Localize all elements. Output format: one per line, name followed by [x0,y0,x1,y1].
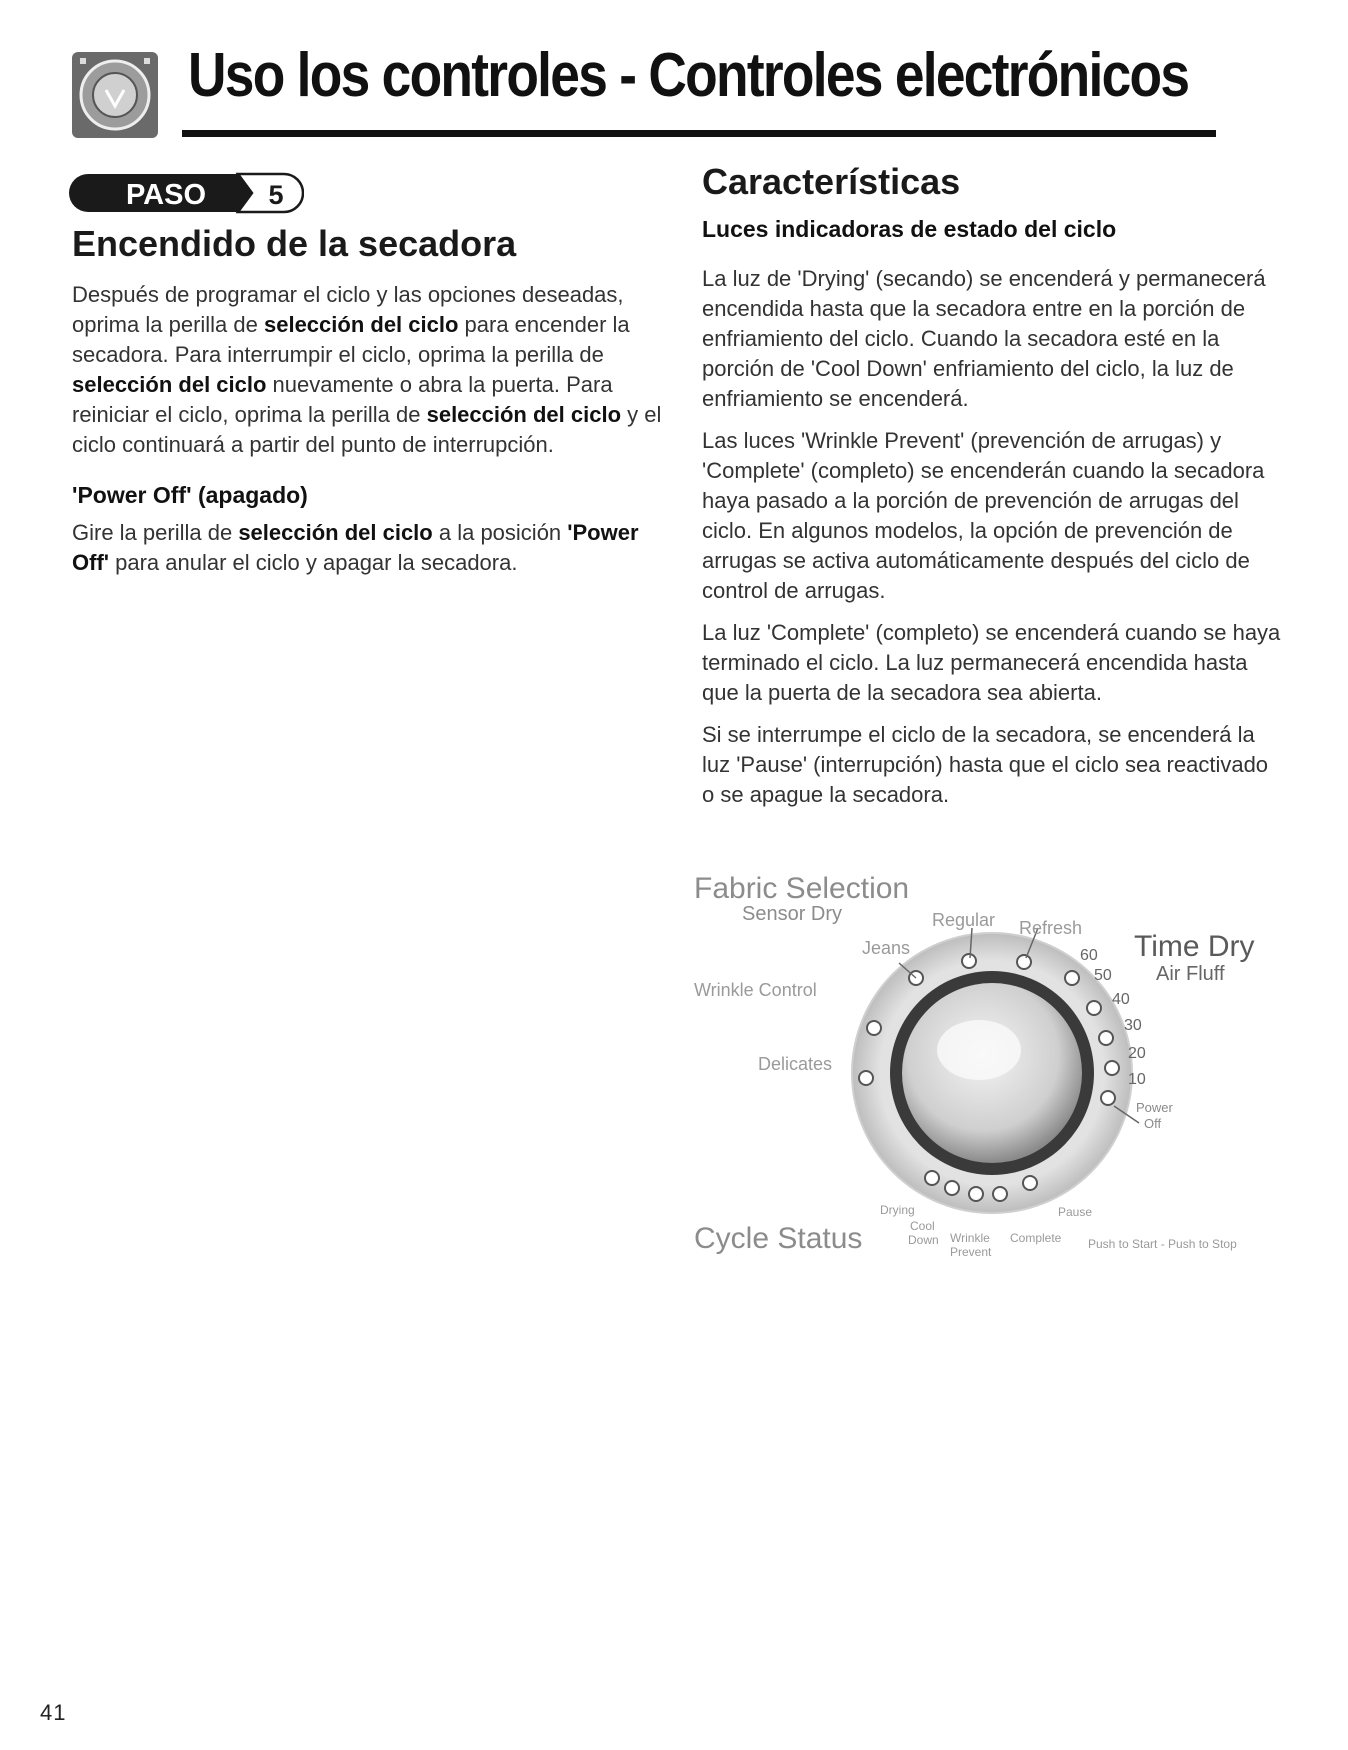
step-label: PASO [125,179,207,211]
cycle-status-label: Cycle Status [694,1222,863,1255]
paragraph-pause: Si se interrumpe el ciclo de la secadora, se encenderá la luz 'Pause' (interrupción) hasta que el ciclo sea reactivado o se apague la secadora. [702,722,1269,807]
control-panel-illustration [694,868,1274,1268]
time-dry-label: Time Dry [1134,930,1255,963]
page-number: 41 [40,1700,67,1725]
section-title-encendido: Encendido de la secadora [72,223,517,264]
right-column [702,160,1282,822]
time-60-label: 60 [1080,947,1098,964]
time-20-label: 20 [1128,1045,1146,1062]
time-40-label: 40 [1112,991,1130,1008]
text-run: y el ciclo continuará a partir del punto de interrupción. [72,402,662,457]
text-run: selección del ciclo [238,520,433,545]
title-rule [182,130,1216,137]
text-run: para anular el ciclo y apagar la secadora. [109,550,518,575]
paragraph-complete: La luz 'Complete' (completo) se encenderá cuando se haya terminado el ciclo. La luz permanecerá encendida hasta que la puerta de la secadora sea abierta. [702,620,1281,705]
drying-label: Drying [880,1203,915,1217]
text-run: Después de programar el ciclo y las opciones deseadas, oprima la perilla de [72,282,624,337]
time-10-label: 10 [1128,1071,1146,1088]
text-run: nuevamente o abra la puerta. Para reiniciar el ciclo, oprima la perilla de [72,372,613,427]
text-run: 'Power Off' [72,520,639,575]
pause-label: Pause [1058,1205,1093,1219]
complete-label: Complete [1010,1231,1062,1245]
subhead-power-off: 'Power Off' (apagado) [72,482,308,508]
prevent-label: Prevent [950,1245,992,1259]
text-run: Gire la perilla de [72,520,239,545]
refresh-label: Refresh [1019,918,1083,938]
text-run: selección del ciclo [263,312,459,337]
text-run: selección del ciclo [72,372,267,397]
text-run: a la posición [432,520,568,545]
off-label: Off [1144,1116,1162,1131]
down-label: Down [908,1233,939,1247]
section-title-caracteristicas: Características [702,161,961,202]
paragraph-encendido [72,280,672,460]
left-column [72,222,672,594]
step-badge [68,172,304,214]
page-title: Uso los controles - Controles electrónicos [188,41,1189,110]
fabric-selection-label: Fabric Selection [694,872,910,905]
jeans-label: Jeans [862,938,911,958]
cool-label: Cool [910,1219,935,1233]
subhead-luces: Luces indicadoras de estado del ciclo [702,216,1117,242]
step-number: 5 [268,180,284,210]
time-50-label: 50 [1094,967,1112,984]
sensor-dry-label: Sensor Dry [742,903,843,925]
dial-icon [70,50,160,140]
paragraph-drying: La luz de 'Drying' (secando) se encenderá y permanecerá encendida hasta que la secadora entre en la porción de enfriamiento del ciclo. Cuando la secadora esté en la porción de 'Cool Down' enfriamiento del ciclo, la luz de enfriamiento se encenderá. [702,266,1266,411]
regular-label: Regular [932,910,996,930]
paragraph-power-off [72,518,672,578]
delicates-label: Delicates [758,1054,833,1074]
paragraph-wrinkle: Las luces 'Wrinkle Prevent' (prevención de arrugas) y 'Complete' (completo) se encenderán cuando la secadora haya pasado a la porción de prevención de arrugas del ciclo. En algunos modelos, la opción de prevención de arrugas se activa automáticamente después del ciclo de control de arrugas. [702,428,1265,603]
text-run: para encender la secadora. Para interrumpir el ciclo, oprima la perilla de [72,312,630,367]
air-fluff-label: Air Fluff [1156,963,1225,985]
wrinkle-label: Wrinkle [950,1231,990,1245]
text-run: selección del ciclo [426,402,622,427]
power-label: Power [1136,1100,1173,1115]
time-30-label: 30 [1124,1017,1142,1034]
push-start-stop-label: Push to Start - Push to Stop [1088,1237,1237,1251]
wrinkle-control-label: Wrinkle Control [694,980,817,1000]
